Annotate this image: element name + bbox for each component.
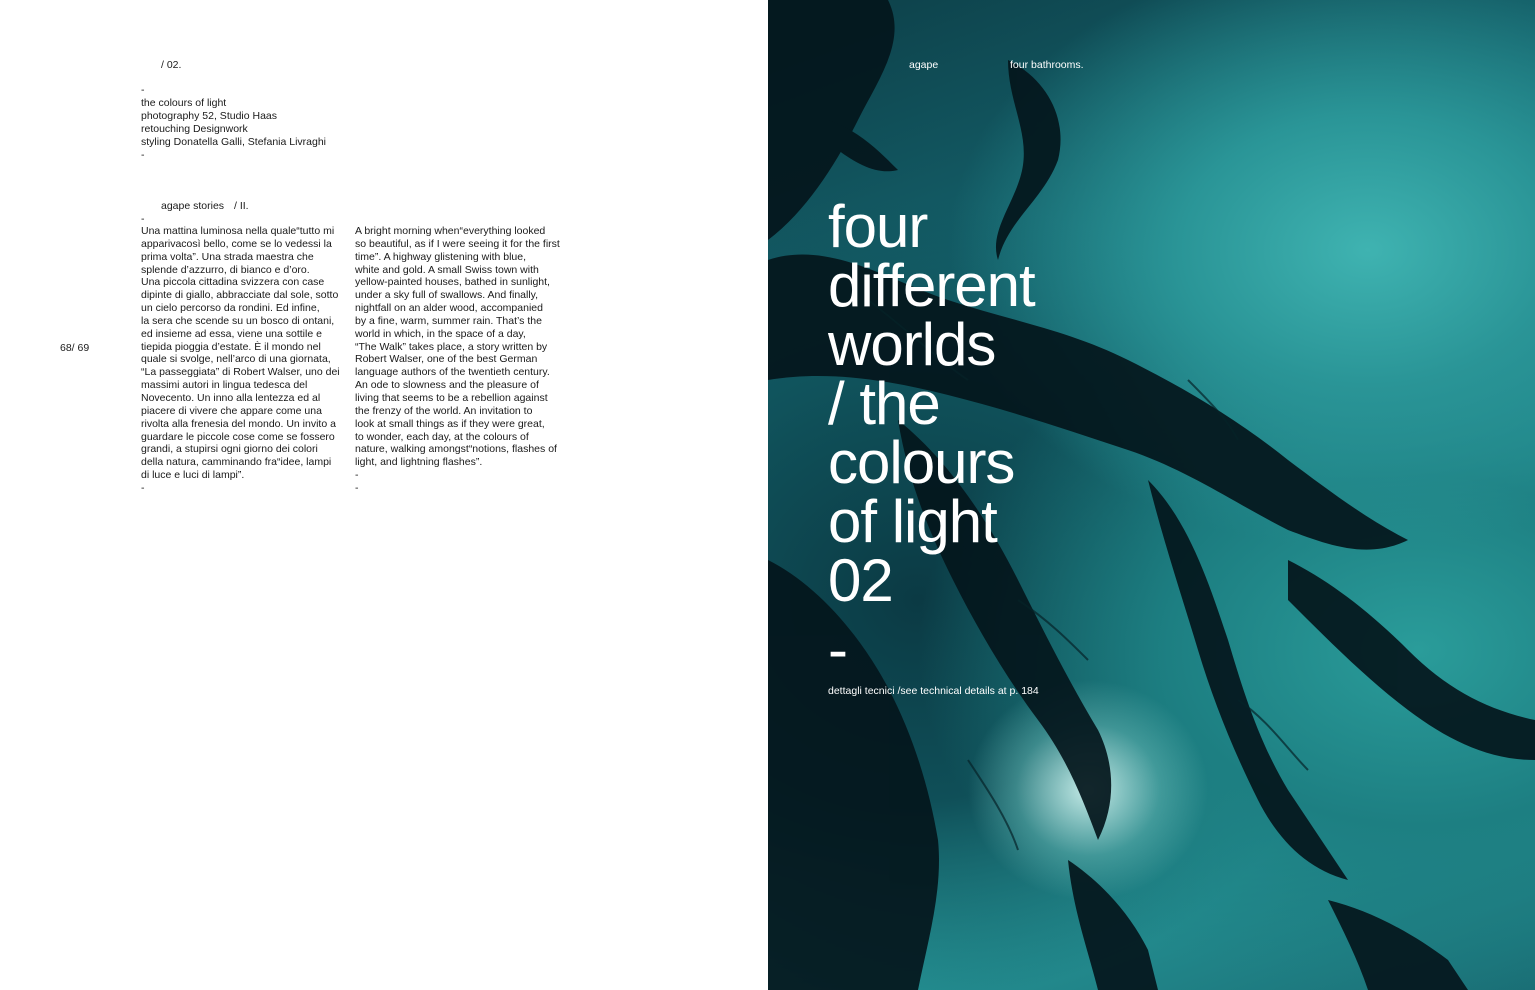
technical-details-note: dettagli tecnici /see technical details at p. 184 xyxy=(828,685,1039,697)
cover-title xyxy=(828,193,1228,614)
credits-styling: styling Donatella Galli, Stefania Livraghi xyxy=(141,136,327,148)
brand-label: agape xyxy=(909,59,939,71)
stories-dash: - xyxy=(141,213,145,225)
stories-label: agape stories xyxy=(161,200,225,212)
stories-number: / II. xyxy=(234,200,249,212)
cover-photo-page xyxy=(768,0,1535,990)
body-text-italian: Una mattina luminosa nella quale“tutto mi apparivacosì bello, come se lo vedessi la prima volta”. Una strada maestra che splende d’azzurro, di bianco e d’oro. Una piccola cittadina svizzera con case dipinte di giallo, abbracciate dal sole, sotto un cielo percorso da rondini. Ed infine, la sera che scende su un bosco di ontani, ed insieme ad essa, viene una sottile e tiepida pioggia d’estate. È il mondo nel quale si svolge, nell’arco di una giornata, “La passeggiata” di Robert Walser, uno dei massimi autori in lingua tedesca del Novecento. Un inno alla lentezza ed al piacere di vivere che appare come una rivolta alla frenesia del mondo. Un invito a guardare le piccole cose come se fossero grandi, a stupirsi ogni giorno dei colori della natura, camminando fra“idee, lampi di luce e luci di lampi”. - xyxy=(141,225,340,494)
page-numbers: 68/ 69 xyxy=(60,342,90,354)
credits-retouching: retouching Designwork xyxy=(141,123,248,135)
cover-title-line: different xyxy=(828,252,1035,319)
body-text-english: A bright morning when“everything looked so beautiful, as if I were seeing it for the first time”. A highway glistening with blue, white and gold. A small Swiss town with yellow-painted houses, bathed in sunlight, under a sky full of swallows. And finally, nightfall on an alder wood, accompanied by a fine, warm, summer rain. That’s the world in which, in the space of a day, “The Walk” takes place, a story written by Robert Walser, one of the best German language authors of the twentieth century. An ode to slowness and the pleasure of living that seems to be a rebellion against the frenzy of the world. An invitation to look at small things as if they were great, to wonder, each day, at the colours of nature, walking amongst“notions, flashes of light, and lightning flashes”. - - xyxy=(355,225,560,494)
section-number: / 02. xyxy=(161,59,182,71)
cover-title-line: 02 xyxy=(828,547,893,614)
credits-dash-bottom: - xyxy=(141,149,145,161)
cover-title-line: worlds xyxy=(828,311,996,378)
cover-title-dash: - xyxy=(828,616,848,683)
credits-title: the colours of light xyxy=(141,97,227,109)
header-title: four bathrooms. xyxy=(1010,59,1084,71)
cover-title-line: four xyxy=(828,193,928,260)
cover-title-line: / the xyxy=(828,370,940,437)
cover-title-line: colours xyxy=(828,429,1015,496)
credits-photography: photography 52, Studio Haas xyxy=(141,110,278,122)
cover-title-line: of light xyxy=(828,488,997,555)
credits-dash-top: - xyxy=(141,84,145,96)
